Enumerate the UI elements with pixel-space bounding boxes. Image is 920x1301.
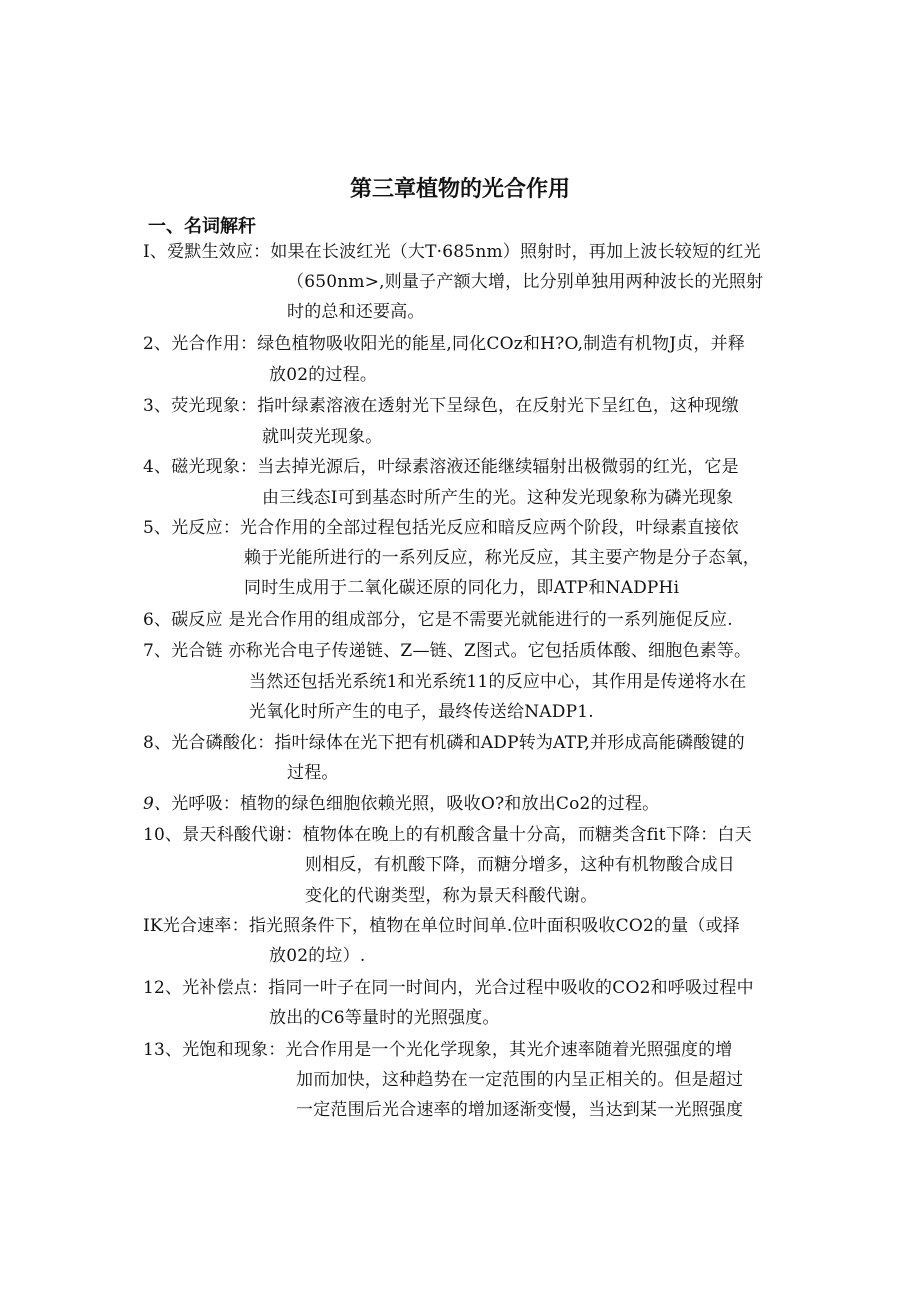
term-definition: 当去掉光源后，叶绿素溶液还能继续辐射出极微弱的红光，它是 [257,457,739,477]
term-number: 5、 [143,518,172,538]
term-name: 光呼吸： [171,794,241,814]
term-line [143,1042,733,1059]
term-name: 光补偿点： [182,978,269,998]
term-line [143,398,739,415]
term-number: 12、 [143,978,183,998]
term-definition: 植物的绿色细胞依赖光照，吸收O?和放出Co2的过程。 [240,794,660,814]
definition-line: 同时生成用于二氧化碳还原的同化力，即ATP和NADPHi [244,578,680,598]
term-definition: 植物体在晚上的有机酸含量十分高，而糖类含fit下降：白天 [302,825,752,845]
term-definition: 指叶绿体在光下把有机磷和ADP转为ATP,并形成高能磷酸键的 [274,733,745,753]
term-line [143,244,761,261]
definition-line: 放02的过程。 [269,365,378,385]
page-title: 第三章植物的光合作用 [349,177,570,202]
term-line [143,643,751,660]
definition-line: （650nm>,则量子产额大增，比分别单独用两种波长的光照射 [287,272,764,292]
definition-line: 则相反，有机酸下降，而糖分增多，这种有机物酸合成日 [305,855,735,875]
term-number: 2、 [143,334,172,354]
term-name: 光合速率： [162,916,249,936]
term-number: 8、 [143,733,172,753]
term-definition: 光合作用是一个光化学现象，其光介速率随着光照强度的增 [285,1040,733,1060]
term-number: 9、 [143,794,172,814]
term-name: 光合链 [171,641,223,661]
term-definition: 指同一叶子在同一时间内，光合过程中吸收的CO2和呼吸过程中 [268,978,754,998]
term-line [143,612,733,629]
term-definition: 光合作用的全部过程包括光反应和暗反应两个阶段，叶绿素直接依 [240,518,739,538]
definition-line: 放出的C6等量时的光照强度。 [269,1008,500,1028]
term-name: 碳反应 [171,610,223,630]
definition-line: 放02的垃）. [269,946,366,966]
definition-line: 由三线态I可到基态时所产生的光。这种发光现象称为磷光现象 [262,488,734,508]
term-name: 光饱和现象： [182,1040,286,1060]
term-line [143,827,752,844]
term-name: 光合作用： [171,334,258,354]
term-definition: 亦称光合电子传递链、Z—链、Z图式。它包括质体酸、细胞色素等。 [228,641,752,661]
term-number: 13、 [143,1040,183,1060]
definition-line: 变化的代谢类型，称为景天科酸代谢。 [305,886,598,906]
term-definition: 如果在长波红光（大T·685nm）照射时，再加上波长较短的红光 [270,242,761,262]
definition-line: 就叫荧光现象。 [262,427,383,447]
term-line [143,918,740,935]
term-line [143,796,659,813]
term-line [143,520,739,537]
term-line [143,735,745,752]
term-number: 10、 [143,825,183,845]
definition-line: 过程。 [287,763,339,783]
term-name: 景天科酸代谢： [182,825,303,845]
term-number: 4、 [143,457,172,477]
term-number: IK [143,916,163,936]
term-definition: 绿色植物吸收阳光的能星,同化COz和H?O,制造有机物J贞，并释 [257,334,746,354]
section-heading: 一、名词解秆 [148,216,256,237]
definition-line: 加而加快，这种趋势在一定范围的内呈正相关的。但是超过 [296,1070,744,1090]
term-number: 3、 [143,396,172,416]
term-name: 光合磷酸化： [171,733,275,753]
term-name: 光反应： [171,518,241,538]
term-definition: 指叶绿素溶液在透射光下呈绿色，在反射光下呈红色，这种现缴 [257,396,739,416]
term-definition: 是光合作用的组成部分，它是不需要光就能进行的一系列施促反应. [228,610,733,630]
term-number: 6、 [143,610,172,630]
term-line [143,980,754,997]
term-name: 磁光现象： [171,457,258,477]
term-number: I、 [143,242,168,262]
term-line [143,459,739,476]
term-name: 爱默生效应： [167,242,271,262]
definition-line: 时的总和还要高。 [287,302,425,322]
definition-line: 当然还包括光系统1和光系统11的反应中心，其作用是传递将水在 [249,672,747,692]
term-line [143,336,745,353]
definition-line: 光氧化时所产生的电子，最终传送给NADP1. [249,702,594,722]
term-definition: 指光照条件下，植物在单位时间单.位叶面积吸收CO2的量（或择 [248,916,740,936]
term-number: 7、 [143,641,172,661]
term-name: 荧光现象： [171,396,258,416]
definition-line: 一定范围后光合速率的增加逐渐变慢，当达到某一光照强度 [296,1100,744,1120]
definition-line: 赖于光能所进行的一系列反应，称光反应，其主要产物是分子态氧， [244,548,760,568]
